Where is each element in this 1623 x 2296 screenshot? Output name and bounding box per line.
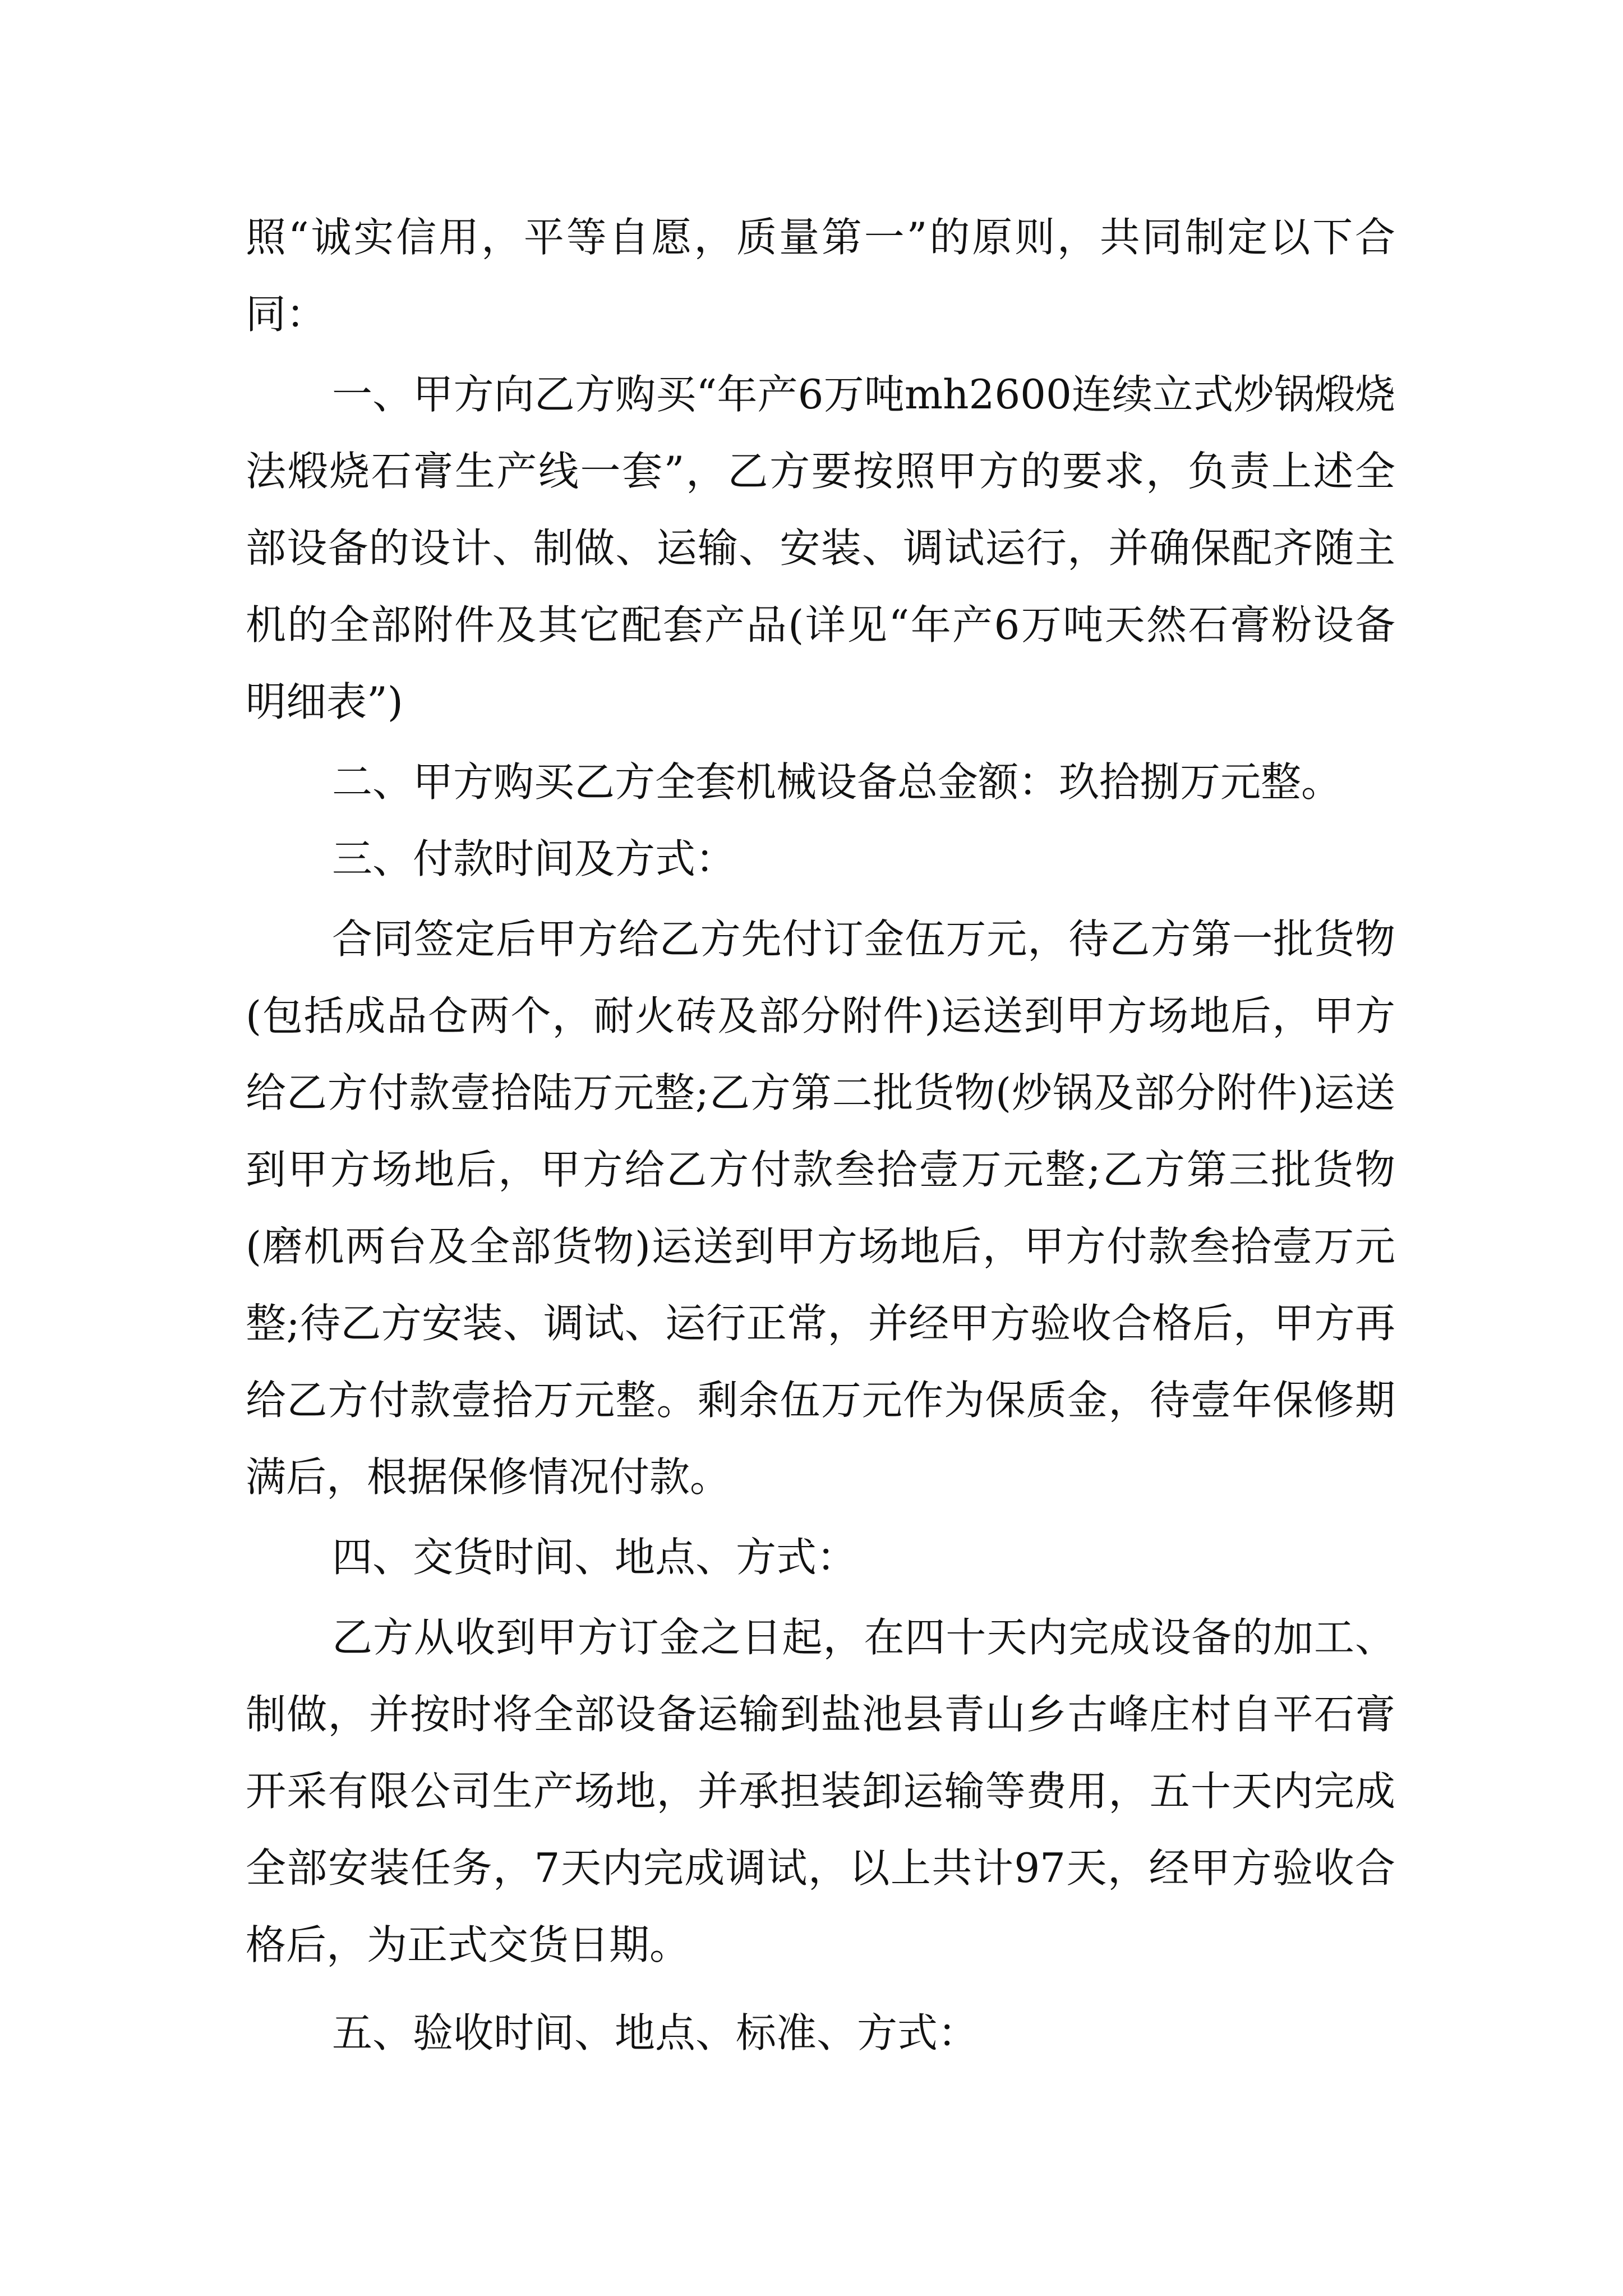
clause-1-purchase: 一、甲方向乙方购买“年产6万吨mh2600连续立式炒锅煅烧 法煅烧石膏生产线一套”，乙方要按照甲方的要求，负责上述全部设备的设计、制做、运输、安装、调试运行，并确保配齐随主机的全部附件及其它配套产品(详见“年产6万吨天然石膏粉设备明细表”) [246, 371, 1408, 725]
paragraph-principle-continuation: 照“诚实信用，平等自愿，质量第一”的原则，共同制定以下合同： [246, 214, 1395, 338]
clause-3-payment-terms: 合同签定后甲方给乙方先付订金伍万元，待乙方第一批货物(包括成品仓两个，耐火砖及部分附件)运送到甲方场地后，甲方给乙方付款壹拾陆万元整;乙方第二批货物(炒锅及部分附件)运送到甲方场地后，甲方给乙方付款叁拾壹万元整;乙方第三批货物(磨机两台及全部货物)运送到甲方场地后，甲方付款叁拾壹万元整;待乙方安装、调试、运行正常，并经甲方验收合格后，甲方再给乙方付款壹拾万元整。剩余伍万元作为保质金，待壹年保修期满后，根据保修情况付款。 [246, 915, 1395, 1501]
contract-body [246, 199, 1408, 2072]
clause-3-heading: 三、付款时间及方式： [332, 835, 736, 882]
clause-5-heading: 五、验收时间、地点、标准、方式： [332, 2009, 979, 2056]
clause-2-total-amount: 二、甲方购买乙方全套机械设备总金额：玖拾捌万元整。 [332, 758, 1342, 806]
clause-4-heading: 四、交货时间、地点、方式： [332, 1534, 857, 1581]
clause-4-delivery-terms: 乙方从收到甲方订金之日起，在四十天内完成设备的加工、制做，并按时将全部设备运输到盐池县青山乡古峰庄村自平石膏开采有限公司生产场地，并承担装卸运输等费用，五十天内完成全部安装任务，7天内完成调试，以上共计97天，经甲方验收合格后，为正式交货日期。 [246, 1614, 1395, 1968]
